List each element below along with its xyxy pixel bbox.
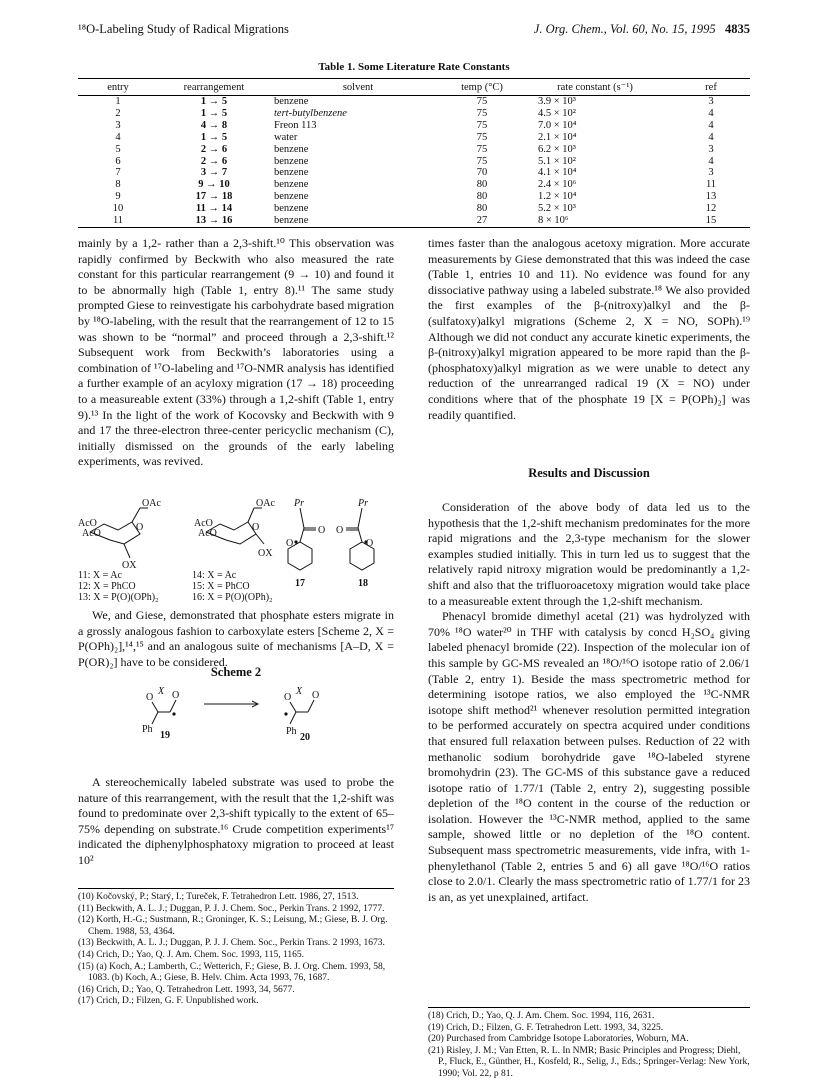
table-row: [78, 179, 750, 191]
bond: [300, 528, 304, 542]
table-row: [78, 108, 750, 120]
aco-label: AcO: [194, 518, 213, 529]
bond: [290, 712, 296, 724]
aco-label: AcO: [82, 528, 101, 539]
cell-ref: 4: [708, 131, 714, 143]
cell-entry: 4: [115, 131, 121, 143]
bond: [358, 508, 362, 528]
carbonyl-o-label: O: [318, 525, 326, 536]
ox-label: OX: [258, 548, 273, 559]
cell-rate-constant: 2.4 × 10⁶: [538, 179, 577, 191]
bond: [290, 702, 296, 712]
footnote: (16) Crich, D.; Yao, Q. Tetrahedron Lett. 1993, 34, 5677.: [78, 984, 295, 995]
footnote: (19) Crich, D.; Filzen, G. F. Tetrahedron Lett. 1993, 34, 3225.: [428, 1022, 664, 1033]
running-head: [78, 22, 750, 40]
scheme-title: Scheme 2: [210, 665, 262, 679]
paragraph: Consideration of the above body of data led us to the hypothesis that the 1,2-shift mechanism predominates for the more rapid migrations and the 2,3-type mechanism for the slower examples studied initially. This in turn led us to suggest that the relatively rapid nitroxy migration would be predominantly a 1,2-shift and also that the trifluoroacetoxy migration would take place to a measureable extent through the 1,2-shift mechanism.: [428, 500, 750, 608]
cell-temp: 75: [476, 96, 488, 107]
cell-temp: 75: [476, 119, 488, 131]
table-caption: Table 1. Some Literature Rate Constants: [318, 61, 510, 73]
cell-rate-constant: 1.2 × 10⁴: [538, 191, 577, 203]
cell-temp: 80: [476, 203, 488, 215]
footnote: (12) Korth, H.-G.; Sustmann, R.; Groninger, K. S.; Leisung, M.; Giese, B. J. Org. Chem. 1988, 53, 4364.: [78, 915, 388, 937]
ether-o-label: O: [286, 538, 294, 549]
table-row: [78, 203, 750, 215]
col-header-solvent: solvent: [270, 79, 446, 96]
footnote: (18) Crich, D.; Yao, Q. J. Am. Chem. Soc. 1994, 116, 2631.: [428, 1011, 655, 1021]
footnotes-right: [428, 1011, 750, 1081]
table-row: [78, 96, 750, 108]
aco-label: AcO: [78, 518, 97, 529]
structures-11-to-18: [78, 494, 396, 604]
compound-label-11: 11: X = Ac: [78, 570, 122, 581]
ring-oxygen-label: O: [136, 522, 144, 533]
ether-o-label: O: [366, 538, 374, 549]
compound-label-13: 13: X = P(O)(OPh)₂: [78, 592, 159, 603]
cell-rearrangement: 3 → 7: [200, 167, 228, 179]
bond: [132, 508, 140, 522]
cell-entry: 3: [115, 119, 121, 131]
radical-dot: [172, 712, 175, 715]
table-header-row: [78, 79, 750, 96]
footnote: (11) Beckwith, A. L. J.; Duggan, P. J. J. Chem. Soc., Perkin Trans. 2 1992, 1777.: [78, 903, 385, 914]
ph-label: Ph: [286, 726, 297, 737]
compound-label-16: 16: X = P(O)(OPh)₂: [192, 592, 273, 603]
table-row: [78, 120, 750, 132]
paragraph: times faster than the analogous acetoxy migration. More accurate measurements by Giese demonstrated that this was indeed the case (Table 1, entries 10 and 11). No evidence was found for any dissociative pathway using a labeled substrate.¹⁸ We also provided the first examples of the β-(nitroxy)alkyl and the β-(sulfatoxy)alkyl migrations (Scheme 2, X = NO, SOPh).¹⁹ Although we did not conduct any accurate kinetic experiments, the β-(nitroxy)alkyl migration appeared to be more rapid than the β-(phosphatoxy)alkyl migration as we were unable to detect any reduction of the unrearranged radical 19 (X = NO) under conditions where that of the phosphate 19 [X = P(OPh)₂] was readily quantified.: [428, 236, 750, 422]
cell-solvent: benzene: [274, 155, 309, 167]
col-header-rate-constant: rate constant (s⁻¹): [518, 79, 672, 96]
cell-ref: 4: [708, 119, 714, 131]
cell-temp: 70: [476, 167, 488, 179]
table-row: [78, 167, 750, 179]
bond: [124, 544, 130, 558]
footnote-rule: [428, 1007, 750, 1008]
cell-ref: 3: [708, 167, 714, 179]
cell-ref: 3: [708, 143, 714, 155]
footnote: (13) Beckwith, A. L. J.; Duggan, P. J. J. Chem. Soc., Perkin Trans. 2 1993, 1673.: [78, 938, 385, 949]
cell-entry: 6: [115, 155, 121, 167]
running-head-title: ¹⁸O-Labeling Study of Radical Migrations: [78, 22, 289, 36]
carbonyl-o-label: O: [336, 525, 344, 536]
cell-rearrangement: 17 → 18: [195, 191, 233, 203]
left-column-text-3: [78, 775, 394, 869]
cell-temp: 75: [476, 143, 488, 155]
right-column-text-2: [428, 500, 750, 905]
left-column-text-2: [78, 608, 394, 670]
aco-label: AcO: [198, 528, 217, 539]
table-row: [78, 191, 750, 203]
left-column-text-1: [78, 236, 394, 470]
cell-entry: 7: [115, 167, 121, 179]
bond: [358, 528, 362, 542]
oxygen-label: O: [146, 692, 154, 703]
table-row: [78, 144, 750, 156]
cell-solvent: benzene: [274, 167, 309, 179]
compound-label-14: 14: X = Ac: [192, 570, 237, 581]
paragraph: mainly by a 1,2- rather than a 2,3-shift.¹⁰ This observation was rapidly confirmed by Beckwith who also measured the rate constant for this particular rearrangement (9 → 10) and found it to be abnormally high (Table 1, entry 8).¹¹ The same study prompted Giese to reinvestigate his carbohydrate based migration by ¹⁸O-labeling, with the result that the rearrangement of 12 to 15 was shown to be “normal” and proceed through a 2,3-shift.¹² Subsequent work from Beckwith’s laboratories using a combination of ¹⁷O-labeling and ¹⁷O-NMR analysis has identified a further example of an acyloxy migration (17 → 18) proceeding to a measureable extent (33%) through a 1,2-shift (Table 1, entry 9).¹³ In the light of the work of Kocovsky and Beckwith with 9 and 17 the three-electron three-center pericyclic mechanism (C), initially dismissed on the grounds of the early labeling experiments, was revived.: [78, 236, 394, 469]
footnote: (10) Kočovský, P.; Starý, I.; Tureček, F. Tetrahedron Lett. 1986, 27, 1513.: [78, 892, 359, 902]
col-header-ref: ref: [672, 79, 750, 96]
cell-rearrangement: 9 → 10: [198, 179, 230, 191]
cell-solvent: Freon 113: [274, 119, 317, 131]
radical-dot: [284, 712, 287, 715]
page-number: 4835: [725, 22, 750, 36]
cell-rearrangement: 1 → 5: [200, 96, 228, 107]
cell-rearrangement: 11 → 14: [195, 203, 233, 215]
footnote: (17) Crich, D.; Filzen, G. F. Unpublished work.: [78, 996, 259, 1007]
cell-solvent: benzene: [274, 179, 309, 191]
table-row: [78, 156, 750, 168]
cell-ref: 12: [705, 203, 717, 215]
cell-rearrangement: 1 → 5: [200, 107, 228, 119]
cell-temp: 75: [476, 131, 488, 143]
bond: [170, 700, 176, 712]
cell-rearrangement: 4 → 8: [200, 119, 228, 131]
cell-rate-constant: 5.2 × 10³: [538, 203, 576, 215]
footnotes-left: [78, 892, 394, 1008]
cell-rate-constant: 2.1 × 10⁴: [538, 131, 577, 143]
ring-oxygen-label: O: [252, 522, 260, 533]
ph-label: Ph: [142, 724, 153, 735]
cell-rate-constant: 5.1 × 10²: [538, 155, 576, 167]
cell-solvent: benzene: [274, 203, 309, 215]
x-label: X: [296, 686, 303, 697]
cell-solvent: benzene: [274, 191, 309, 203]
cell-temp: 80: [476, 191, 488, 203]
bond: [300, 508, 304, 528]
compound-label-15: 15: X = PhCO: [192, 581, 250, 592]
compound-label-12: 12: X = PhCO: [78, 581, 136, 592]
cell-rearrangement: 2 → 6: [200, 155, 228, 167]
compound-label-20: 20: [300, 732, 310, 742]
footnote: (20) Purchased from Cambridge Isotope Laboratories, Woburn, MA.: [428, 1034, 689, 1045]
cell-rate-constant: 6.2 × 10³: [538, 143, 576, 155]
cell-entry: 1: [115, 96, 121, 107]
cell-entry: 5: [115, 143, 121, 155]
paragraph: Phenacyl bromide dimethyl acetal (21) was hydrolyzed with 70% ¹⁸O water²⁰ in THF with catalysis by concd H₂SO₄ giving labeled phenacyl bromide (22). Inspection of the molecular ion of this sample by GC-MS revealed an ¹⁸O/¹⁶O isotope ratio of 2.06/1 (Table 2, entry 1). Beside the mass spectrometric method for determining isotope ratios, we also employed the ¹³C-NMR isotope shift method²¹ whenever resolution permitted integration to be performed accurately on spectra acquired under conditions that ensured full relaxation between pulses. Reduction of 22 with methanolic sodium borohydride gave ¹⁸O-labeled styrene bromohydrin (23). The GC-MS of this substance gave a reduced isotope ratio of 1.77/1 (Table 2, entry 2), suggesting possible depletion of the ¹⁸O content in the course of the reduction or isolation. However the ¹³C-NMR method, applied to the same sample, showed little or no depletion of the ¹⁸O content. Subsequent mass spectrometric measurements, vide infra, with 1-phenylethanol (Table 2, entries 5 and 6) all gave ¹⁸O/¹⁶O ratios close to 2.0/1. Clearly the mass spectrometric ratio of 1.77/1 for 23 is an, as yet unexplained, artifact.: [428, 609, 750, 904]
cell-solvent: benzene: [274, 96, 309, 107]
col-header-entry: entry: [78, 79, 158, 96]
cell-temp: 27: [446, 215, 518, 227]
compound-label-17: 17: [295, 578, 305, 589]
compound-label-18: 18: [358, 578, 368, 589]
col-header-temp: temp (°C): [446, 79, 518, 96]
cell-solvent: benzene: [270, 215, 446, 227]
scheme-2: [140, 684, 340, 742]
cell-ref: 4: [708, 107, 714, 119]
cell-rearrangement: 13 → 16: [158, 215, 270, 227]
footnote: (21) Risley, J. M.; Van Etten, R. L. In NMR; Basic Principles and Progress; Diehl, P., Fluck, E., Günther, H., Kosfeld, R., Selig, J., Eds.; Springer-Verlag: New York, 1990; Vol. 22, p 81.: [428, 1045, 750, 1079]
oac-label: OAc: [142, 498, 161, 509]
right-column-text-1: [428, 236, 750, 423]
oxygen-label: O: [172, 690, 180, 701]
cell-entry: 8: [115, 179, 121, 191]
cell-rearrangement: 1 → 5: [200, 131, 228, 143]
footnote-rule: [78, 888, 394, 889]
cell-rate-constant: 4.1 × 10⁴: [538, 167, 577, 179]
pr-label: Pr: [358, 498, 368, 509]
cell-temp: 75: [476, 155, 488, 167]
cell-entry: 10: [112, 203, 124, 215]
literature-rate-table: [78, 78, 750, 228]
cell-rate-constant: 7.0 × 10⁴: [538, 119, 577, 131]
bond: [308, 700, 314, 712]
cell-rate-constant: 4.5 × 10²: [538, 107, 576, 119]
cell-ref: 3: [708, 96, 714, 107]
footnote: (14) Crich, D.; Yao, Q. J. Am. Chem. Soc. 1993, 115, 1165.: [78, 949, 304, 960]
x-label: X: [158, 686, 165, 697]
cell-ref: 13: [705, 191, 717, 203]
cell-ref: 4: [708, 155, 714, 167]
cell-solvent: tert-butylbenzene: [274, 107, 347, 119]
cell-solvent: water: [274, 131, 298, 143]
bond: [152, 702, 158, 712]
running-head-journal: [534, 22, 750, 37]
footnote: (15) (a) Koch, A.; Lamberth, C.; Wetterich, F.; Giese, B. J. Org. Chem. 1993, 58, 1083. (b) Koch, A.; Giese, B. Helv. Chim. Acta 1993, 76, 1687.: [78, 961, 386, 984]
oxygen-label: O: [312, 690, 320, 701]
oxygen-label: O: [284, 692, 292, 703]
cell-temp: 75: [476, 107, 488, 119]
cell-rearrangement: 2 → 6: [200, 143, 228, 155]
cell-entry: 2: [115, 107, 121, 119]
bond: [256, 534, 264, 544]
ox-label: OX: [122, 560, 137, 571]
compound-label-19: 19: [160, 730, 170, 741]
pr-label: Pr: [294, 498, 304, 509]
cell-rate-constant: 3.9 × 10³: [538, 96, 576, 107]
radical-dot: [294, 540, 297, 543]
section-title: Results and Discussion: [528, 466, 650, 480]
bond: [248, 508, 254, 522]
cell-solvent: benzene: [274, 143, 309, 155]
cell-entry: 11: [78, 215, 158, 227]
paragraph: We, and Giese, demonstrated that phosphate esters migrate in a grossly analogous fashion to carboxylate esters [Scheme 2, X = P(OPh)₂],¹⁴,¹⁵ and an analogous suite of mechanisms [A–D, X = P(OR)₂] have to be considered.: [78, 608, 394, 669]
oac-label: OAc: [256, 498, 275, 509]
table-row: [78, 215, 750, 227]
cell-rate-constant: 8 × 10⁶: [518, 215, 672, 227]
cell-entry: 9: [115, 191, 121, 203]
table-row: [78, 132, 750, 144]
cell-temp: 80: [476, 179, 488, 191]
bond: [152, 712, 158, 724]
cell-ref: 11: [705, 179, 717, 191]
col-header-rearrangement: rearrangement: [158, 79, 270, 96]
paragraph: A stereochemically labeled substrate was used to probe the nature of this rearrangement, with the result that the 1,2-shift was found to predominate over 2,3-shift typically to the extent of 65–75% depending on substrate.¹⁶ Crude competition experiments¹⁷ indicated the diphenylphosphatoxy migration to proceed at least 10²: [78, 775, 394, 867]
cell-ref: 15: [672, 215, 750, 227]
journal-citation: J. Org. Chem., Vol. 60, No. 15, 1995: [533, 22, 716, 36]
